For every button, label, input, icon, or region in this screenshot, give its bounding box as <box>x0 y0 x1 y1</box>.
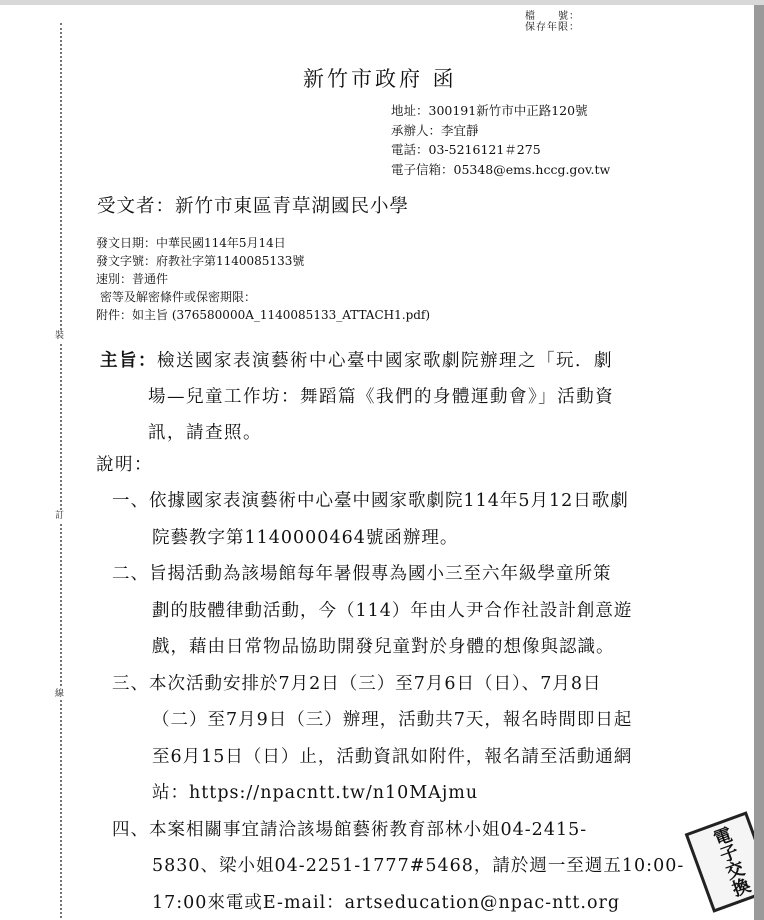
electronic-exchange-stamp: 電子交換 <box>685 811 754 913</box>
document-title: 新竹市政府 函 <box>303 67 457 91</box>
secrecy-level: 密等及解密條件或保密期限： <box>100 290 257 304</box>
item-number: 四、 <box>112 819 149 840</box>
item-line: 5830、梁小姐04-2251-1777#5468，請於週一至週五10:00- <box>152 856 685 876</box>
item-line: （二）至7月9日（三）辦理，活動共7天，報名時間即日起 <box>152 710 633 730</box>
document-page <box>0 5 754 920</box>
item-number: 三、 <box>112 673 149 694</box>
explanation-item-4 <box>112 812 702 920</box>
item-line: 旨揭活動為該場館每年暑假專為國小三至六年級學童所策 <box>149 564 612 584</box>
officer: 承辦人：李宜靜 <box>391 122 479 138</box>
document-meta <box>96 234 430 324</box>
item-number: 二、 <box>112 564 149 584</box>
binding-mark-zhuang: 裝 <box>55 331 65 341</box>
issue-number: 發文字號：府教社字第1140085133號 <box>96 254 305 268</box>
phone: 電話：03-5216121＃275 <box>391 142 541 157</box>
contact-block <box>391 101 610 179</box>
email: 電子信箱：05348@ems.hccg.gov.tw <box>391 161 611 177</box>
item-line: 依據國家表演藝術中心臺中國家歌劇院114年5月12日歌劇 <box>149 491 629 511</box>
file-meta <box>525 11 580 33</box>
item-line: 至6月15日（日）止，活動資訊如附件，報名請至活動通網 <box>152 746 633 767</box>
item-url-line[interactable]: 站：https://npacntt.tw/n10MAjmu <box>152 783 479 803</box>
explanation-list <box>112 483 702 920</box>
archive-number: 檔 號： <box>525 11 580 22</box>
item-number: 一、 <box>112 491 149 511</box>
item-email-line[interactable]: 17:00來電或E-mail：artseducation@npac-ntt.org <box>152 892 621 913</box>
item-line: 戲，藉由日常物品協助開發兒童對於身體的想像與認識。 <box>152 637 615 657</box>
explanation-item-1 <box>112 483 702 556</box>
explanation-item-3 <box>112 666 702 812</box>
explanation-title: 說明： <box>96 455 153 475</box>
address: 地址：300191新竹市中正路120號 <box>391 103 588 118</box>
delivery-speed: 速別：普通件 <box>96 272 169 286</box>
retention-period: 保存年限： <box>525 22 580 33</box>
subject-section <box>100 343 685 451</box>
viewer-scroll-edge[interactable] <box>754 5 764 920</box>
item-line: 本案相關事宜請洽該場館藝術教育部林小姐04-2415- <box>149 819 588 840</box>
subject-line-1: 檢送國家表演藝術中心臺中國家歌劇院辦理之「玩．劇 <box>157 351 613 371</box>
subject-line-2: 場—兒童工作坊：舞蹈篇《我們的身體運動會》」活動資 <box>148 387 615 407</box>
subject-line-3: 訊，請查照。 <box>148 423 262 443</box>
binding-mark-ding: 訂 <box>55 511 65 521</box>
item-line: 本次活動安排於7月2日（三）至7月6日（日）、7月8日 <box>149 673 602 694</box>
attachment-link[interactable]: 附件：如主旨 (376580000A_1140085133_ATTACH1.pdf) <box>96 308 431 322</box>
subject-label: 主旨： <box>100 351 157 371</box>
binding-line <box>60 23 62 918</box>
recipient: 受文者：新竹市東區青草湖國民小學 <box>97 196 410 217</box>
explanation-item-2 <box>112 556 702 666</box>
item-line: 院藝教字第1140000464號函辦理。 <box>152 527 459 548</box>
binding-mark-xian: 線 <box>55 689 65 699</box>
issue-date: 發文日期：中華民國114年5月14日 <box>96 236 286 250</box>
item-line: 劃的肢體律動活動，今（114）年由人尹合作社設計創意遊 <box>152 600 633 621</box>
